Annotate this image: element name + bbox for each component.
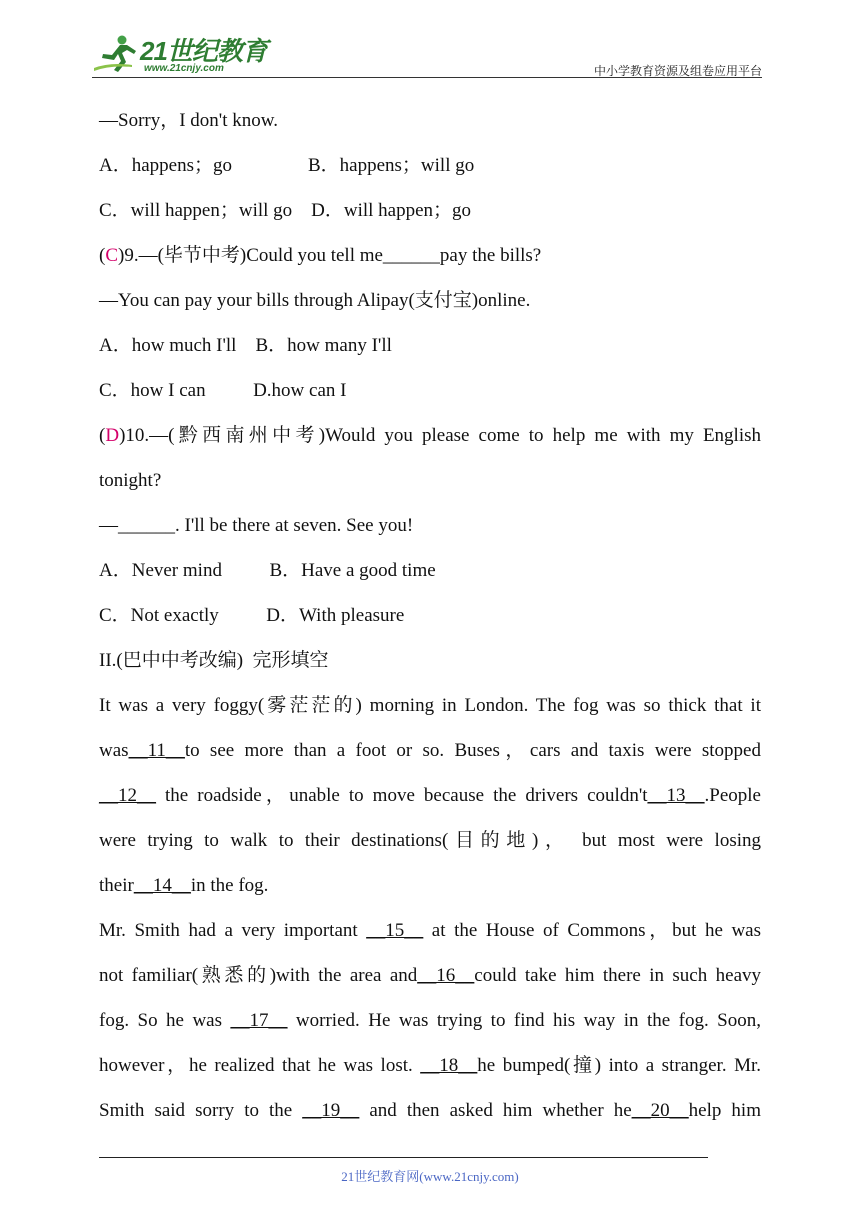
passage-line: were trying to walk to their destinations(目的地)， but most were losing [99,830,761,851]
blank-17: __17__ [230,1010,288,1031]
footer-divider [99,1157,708,1158]
blank-18: __18__ [420,1055,478,1076]
logo-brand-text: 21世纪教育 [140,36,267,66]
passage-line: __12__ the roadside，unable to move because the drivers couldn't__13__.People [99,785,761,806]
option-line: C．how I can D.how can I [99,380,347,401]
runner-logo-icon [92,34,138,74]
option-line: A．happens；go B．happens；will go [99,155,475,176]
answer-mark: C [105,245,119,266]
passage-line: Smith said sorry to the __19__ and then asked him whether he__20__help him [99,1100,761,1121]
blank-13: __13__ [647,785,705,806]
blank-16: __16__ [417,965,475,986]
page-header [92,30,762,80]
passage-line: not familiar(熟悉的)with the area and__16__could take him there in such heavy [99,965,762,986]
option-line: A．Never mind B．Have a good time [99,560,436,581]
answer-mark: D [105,425,120,446]
site-logo [92,30,282,76]
blank-12: __12__ [99,785,156,806]
logo-url-text: www.21cnjy.com [144,63,224,74]
option-line: C．will happen；will go D．will happen；go [99,200,472,221]
footer-text: 21世纪教育网(www.21cnjy.com) [341,1169,519,1184]
text-line: —You can pay your bills through Alipay(支付宝)online. [99,290,531,311]
option-line: A．how much I'll B．how many I'll [99,335,392,356]
question-10: (D)10.—(黔西南州中考)Would you please come to help me with my English [99,425,761,446]
text-line: —Sorry，I don't know. [99,110,278,131]
passage-line: however，he realized that he was lost. __18__he bumped(撞) into a stranger. Mr. [99,1055,762,1076]
document-body [99,98,761,1133]
text-line: tonight? [99,470,162,491]
text-line: —______. I'll be there at seven. See you! [99,515,414,536]
header-divider [92,77,762,78]
blank-11: __11__ [128,740,185,761]
option-line: C．Not exactly D．With pleasure [99,605,405,626]
passage-line: fog. So he was __17__ worried. He was trying to find his way in the fog. Soon, [99,1010,761,1031]
passage-line: their__14__in the fog. [99,875,269,896]
blank-14: __14__ [133,875,191,896]
question-9: (C)9.—(毕节中考)Could you tell me______pay the bills? [99,245,542,266]
passage-line: It was a very foggy(雾茫茫的) morning in London. The fog was so thick that it [99,695,761,716]
passage-line: Mr. Smith had a very important __15__ at the House of Commons，but he was [99,920,762,941]
blank-15: __15__ [366,920,424,941]
passage-line: was__11__to see more than a foot or so. Buses，cars and taxis were stopped [99,740,761,761]
section-heading: II.(巴中中考改编) 完形填空 [99,650,329,671]
blank-19: __19__ [302,1100,360,1121]
header-tagline: 中小学教育资源及组卷应用平台 [593,64,762,78]
blank-20: __20__ [631,1100,689,1121]
